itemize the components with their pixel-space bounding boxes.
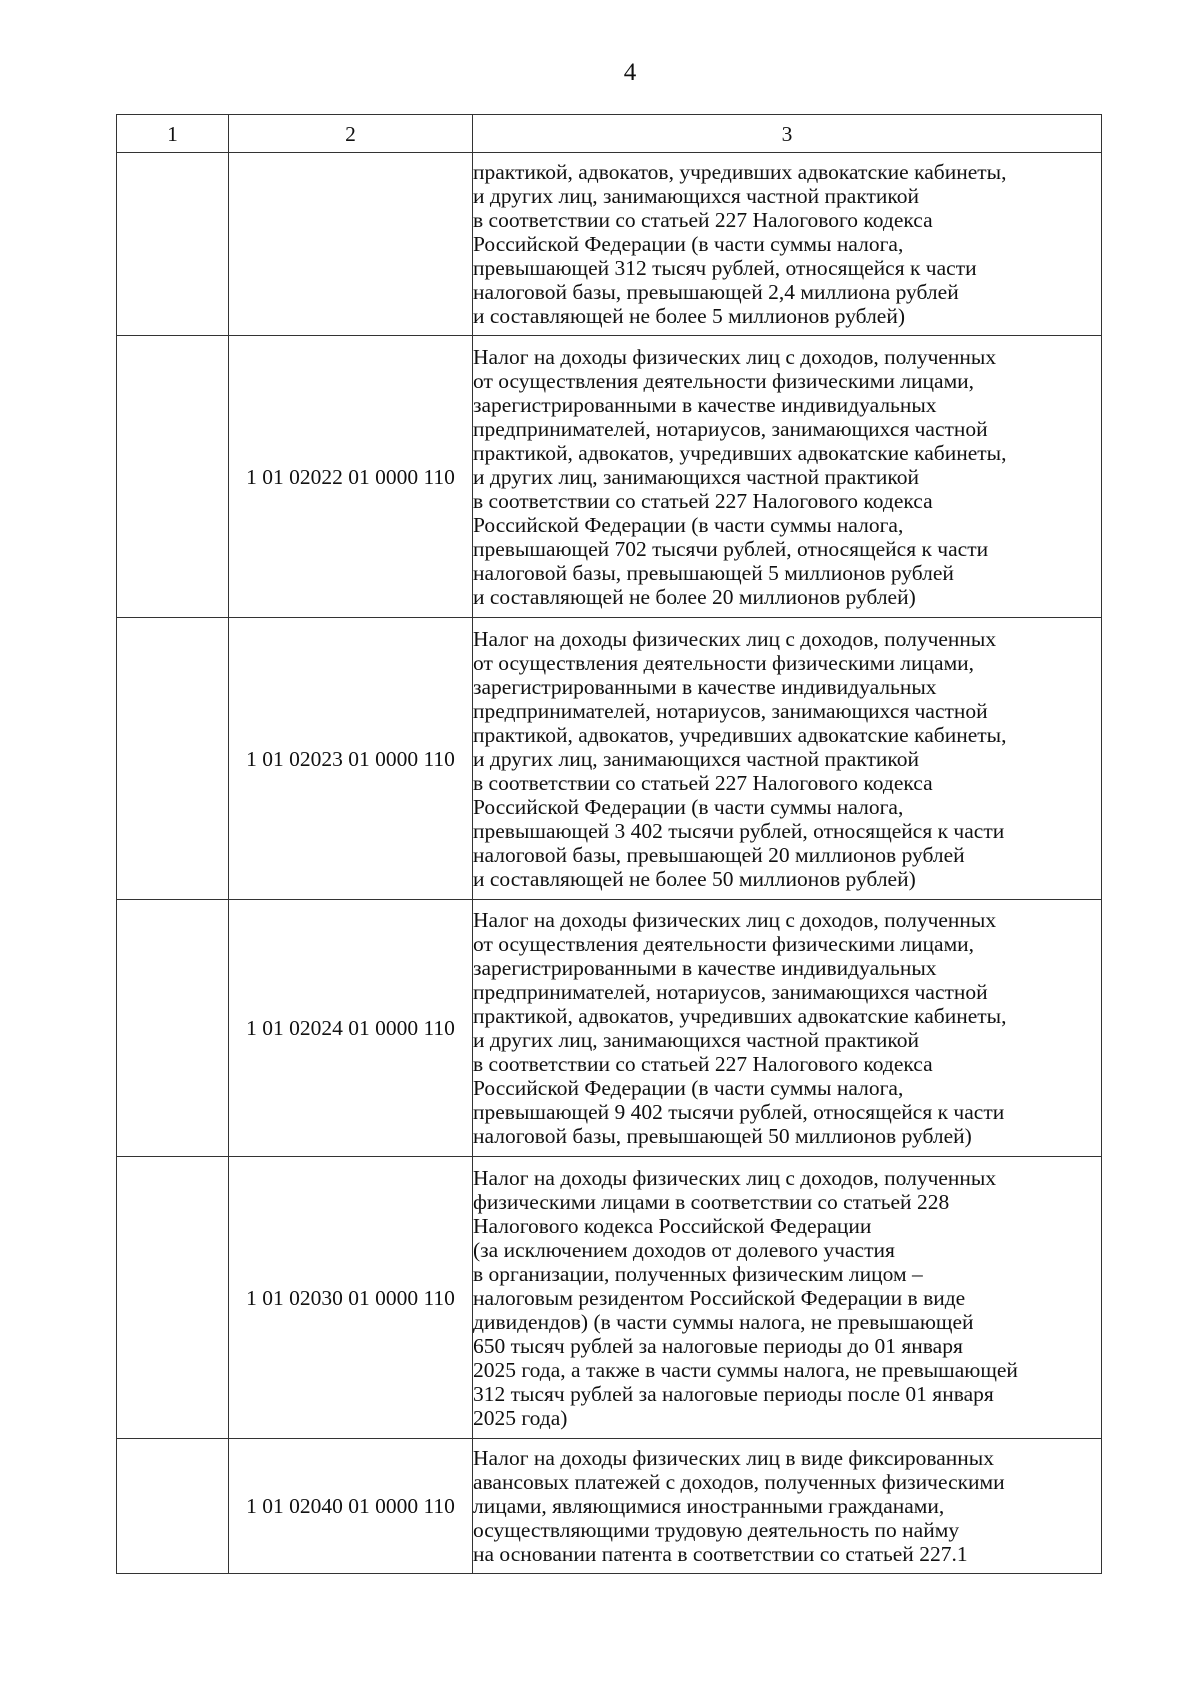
description-line: зарегистрированными в качестве индивидуальных xyxy=(473,392,937,417)
classification-code-cell: 1 01 02023 01 0000 110 xyxy=(229,618,473,900)
description-line: (за исключением доходов от долевого участия xyxy=(473,1237,895,1262)
row-number-cell xyxy=(117,900,229,1157)
description-line: от осуществления деятельности физическими лицами, xyxy=(473,932,975,956)
description-line: практикой, адвокатов, учредивших адвокатские кабинеты, xyxy=(473,160,1007,184)
description-line: 2025 года, а также в части суммы налога, не превышающей xyxy=(473,1357,1018,1382)
budget-classification-table xyxy=(116,114,1102,1574)
description-line: и составляющей не более 20 миллионов рублей) xyxy=(473,584,916,609)
row-number-cell xyxy=(117,1439,229,1574)
description-line: Налог на доходы физических лиц с доходов, полученных xyxy=(473,908,997,932)
description-line: Налог на доходы физических лиц с доходов, полученных xyxy=(473,626,997,651)
description-line: лицами, являющимися иностранными гражданами, xyxy=(473,1494,945,1518)
description-line: практикой, адвокатов, учредивших адвокатские кабинеты, xyxy=(473,440,1007,465)
description-line: в организации, полученных физическим лицом – xyxy=(473,1261,923,1286)
description-line: Налог на доходы физических лиц с доходов, полученных xyxy=(473,344,997,369)
description-line: Российской Федерации (в части суммы налога, xyxy=(473,794,904,819)
description-line: 650 тысяч рублей за налоговые периоды до 01 января xyxy=(473,1333,963,1358)
description-line: Налог на доходы физических лиц с доходов, полученных xyxy=(473,1165,997,1190)
description-line: Налог на доходы физических лиц в виде фиксированных xyxy=(473,1446,994,1470)
description-line: и других лиц, занимающихся частной практикой xyxy=(473,464,919,489)
description-cell xyxy=(473,1439,1102,1574)
description-line: предпринимателей, нотариусов, занимающихся частной xyxy=(473,698,988,723)
description-line: зарегистрированными в качестве индивидуальных xyxy=(473,674,937,699)
description-line: и других лиц, занимающихся частной практикой xyxy=(473,1028,919,1052)
description-line: от осуществления деятельности физическими лицами, xyxy=(473,650,975,675)
description-line: налоговой базы, превышающей 20 миллионов рублей xyxy=(473,842,965,867)
description-line: предпринимателей, нотариусов, занимающихся частной xyxy=(473,980,988,1004)
description-line: и других лиц, занимающихся частной практикой xyxy=(473,184,919,208)
row-number-cell xyxy=(117,618,229,900)
row-number-cell xyxy=(117,153,229,336)
table-header-row xyxy=(117,115,1102,153)
description-cell xyxy=(473,336,1102,618)
row-number-cell xyxy=(117,336,229,618)
description-line: предпринимателей, нотариусов, занимающихся частной xyxy=(473,416,988,441)
table-row xyxy=(117,1157,1102,1439)
description-line: на основании патента в соответствии со статьей 227.1 xyxy=(473,1542,968,1566)
description-cell xyxy=(473,1157,1102,1439)
classification-code-cell: 1 01 02040 01 0000 110 xyxy=(229,1439,473,1574)
table-row xyxy=(117,153,1102,336)
description-line: осуществляющими трудовую деятельность по найму xyxy=(473,1518,960,1542)
description-line: Налогового кодекса Российской Федерации xyxy=(473,1213,872,1238)
description-cell xyxy=(473,900,1102,1157)
description-line: налоговой базы, превышающей 5 миллионов рублей xyxy=(473,560,954,585)
description-line: 2025 года) xyxy=(473,1405,568,1430)
description-line: авансовых платежей с доходов, полученных физическими xyxy=(473,1470,1005,1494)
description-line: и других лиц, занимающихся частной практикой xyxy=(473,746,919,771)
description-line: и составляющей не более 5 миллионов рублей) xyxy=(473,304,906,328)
description-line: в соответствии со статьей 227 Налогового кодекса xyxy=(473,1052,933,1076)
description-line: в соответствии со статьей 227 Налогового кодекса xyxy=(473,770,933,795)
description-line: налоговым резидентом Российской Федерации в виде xyxy=(473,1285,966,1310)
description-line: практикой, адвокатов, учредивших адвокатские кабинеты, xyxy=(473,1004,1007,1028)
table-row xyxy=(117,1439,1102,1574)
page-number: 4 xyxy=(623,59,637,86)
description-line: Российской Федерации (в части суммы налога, xyxy=(473,512,904,537)
column-header-2: 2 xyxy=(229,115,473,153)
description-line: превышающей 3 402 тысячи рублей, относящейся к части xyxy=(473,818,1005,843)
description-cell xyxy=(473,618,1102,900)
description-line: налоговой базы, превышающей 2,4 миллиона рублей xyxy=(473,280,959,304)
description-line: практикой, адвокатов, учредивших адвокатские кабинеты, xyxy=(473,722,1007,747)
description-line: превышающей 702 тысячи рублей, относящейся к части xyxy=(473,536,989,561)
row-number-cell xyxy=(117,1157,229,1439)
description-line: превышающей 9 402 тысячи рублей, относящейся к части xyxy=(473,1100,1005,1124)
column-header-1: 1 xyxy=(117,115,229,153)
description-line: Российской Федерации (в части суммы налога, xyxy=(473,1076,904,1100)
description-line: зарегистрированными в качестве индивидуальных xyxy=(473,956,937,980)
description-line: налоговой базы, превышающей 50 миллионов рублей) xyxy=(473,1124,972,1148)
classification-code-cell: 1 01 02024 01 0000 110 xyxy=(229,900,473,1157)
column-header-3: 3 xyxy=(473,115,1102,153)
description-line: физическими лицами в соответствии со статьей 228 xyxy=(473,1189,950,1214)
description-line: в соответствии со статьей 227 Налогового кодекса xyxy=(473,488,933,513)
description-line: и составляющей не более 50 миллионов рублей) xyxy=(473,866,916,891)
description-line: Российской Федерации (в части суммы налога, xyxy=(473,232,904,256)
classification-code-cell: 1 01 02030 01 0000 110 xyxy=(229,1157,473,1439)
table-row xyxy=(117,900,1102,1157)
table-row xyxy=(117,336,1102,618)
description-line: в соответствии со статьей 227 Налогового кодекса xyxy=(473,208,933,232)
description-line: превышающей 312 тысяч рублей, относящейся к части xyxy=(473,256,977,280)
description-cell xyxy=(473,153,1102,336)
classification-code-cell: 1 01 02022 01 0000 110 xyxy=(229,336,473,618)
description-line: дивидендов) (в части суммы налога, не превышающей xyxy=(473,1309,974,1334)
description-line: от осуществления деятельности физическими лицами, xyxy=(473,368,975,393)
classification-code-cell xyxy=(229,153,473,336)
table-row xyxy=(117,618,1102,900)
description-line: 312 тысяч рублей за налоговые периоды после 01 января xyxy=(473,1381,994,1406)
